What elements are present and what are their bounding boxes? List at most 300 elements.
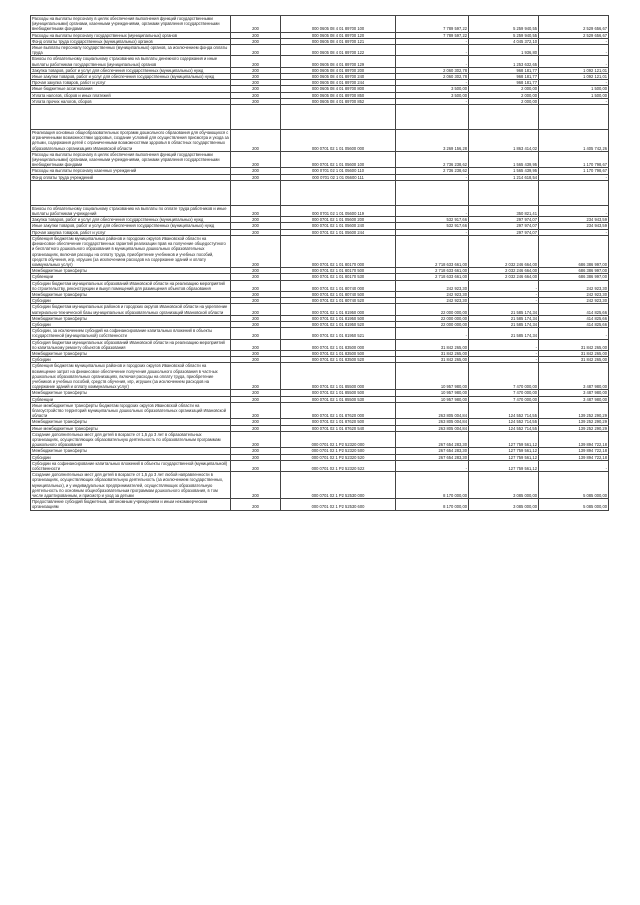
- approved-appropriations: 10 957 980,00: [396, 396, 469, 402]
- line-code: 200: [231, 328, 281, 339]
- line-code: 200: [231, 390, 281, 396]
- line-code: 200: [231, 205, 281, 216]
- budget-classification-code: 000 0701 02 1 P2 52320 522: [281, 460, 396, 471]
- line-code: 200: [231, 402, 281, 419]
- executed-amount: 1 863 414,02: [469, 130, 539, 152]
- unexecuted-remainder: 31 842 265,00: [539, 350, 609, 356]
- executed-amount: 127 759 561,12: [469, 431, 539, 448]
- line-item-name: Межбюджетные трансферты: [31, 315, 231, 321]
- unexecuted-remainder: 1 170 798,67: [539, 168, 609, 174]
- budget-classification-code: 000 0701 02 1 01 80170 000: [281, 235, 396, 267]
- approved-appropriations: -: [396, 174, 469, 180]
- unexecuted-remainder: 414 825,66: [539, 321, 609, 327]
- line-code: 200: [231, 86, 281, 92]
- table-row: [31, 16, 609, 33]
- spacer-cell: [231, 105, 281, 130]
- budget-classification-code: 000 0701 02 1 01 81950 520: [281, 321, 396, 327]
- unexecuted-remainder: 414 825,66: [539, 304, 609, 315]
- approved-appropriations: 532 917,66: [396, 223, 469, 229]
- line-code: 200: [231, 280, 281, 291]
- budget-classification-code: 000 0701 02 1 01 80740 000: [281, 280, 396, 291]
- line-item-name: Межбюджетные трансферты: [31, 350, 231, 356]
- executed-amount: 21 585 174,34: [469, 321, 539, 327]
- table-row: [31, 168, 609, 174]
- budget-classification-code: 000 0605 08 4 01 89700 129: [281, 56, 396, 67]
- approved-appropriations: 22 000 000,00: [396, 315, 469, 321]
- executed-amount: 3 085 000,00: [469, 499, 539, 510]
- unexecuted-remainder: -: [539, 229, 609, 235]
- unexecuted-remainder: -: [539, 328, 609, 339]
- executed-amount: 350 821,41: [469, 205, 539, 216]
- line-item-name: Взносы по обязательному социальному страхованию на выплаты по оплате труда работников и иные выплаты работникам учреждений: [31, 205, 231, 216]
- unexecuted-remainder: -: [539, 38, 609, 44]
- approved-appropriations: -: [396, 38, 469, 44]
- spacer-cell: [469, 105, 539, 130]
- budget-classification-code: 000 0701 02 1 P2 52320 500: [281, 448, 396, 454]
- line-code: 200: [231, 460, 281, 471]
- executed-amount: 5 259 940,55: [469, 16, 539, 33]
- approved-appropriations: 263 805 004,84: [396, 419, 469, 425]
- line-item-name: Фонд оплаты труда государственных (муниципальных) органов: [31, 38, 231, 44]
- line-item-name: Иные бюджетные ассигнования: [31, 86, 231, 92]
- approved-appropriations: 3 500,00: [396, 92, 469, 98]
- unexecuted-remainder: -: [539, 174, 609, 180]
- unexecuted-remainder: 1 170 798,67: [539, 151, 609, 168]
- unexecuted-remainder: 686 386 997,00: [539, 274, 609, 280]
- spacer-cell: [539, 180, 609, 205]
- spacer-row: [31, 105, 609, 130]
- line-code: 200: [231, 363, 281, 390]
- table-row: [31, 363, 609, 390]
- table-body: [31, 16, 609, 511]
- executed-amount: 124 552 714,55: [469, 425, 539, 431]
- approved-appropriations: -: [396, 56, 469, 67]
- line-code: 200: [231, 174, 281, 180]
- budget-classification-code: 000 0701 02 1 01 05600 100: [281, 151, 396, 168]
- budget-classification-code: 000 0701 02 1 01 81950 000: [281, 304, 396, 315]
- table-row: [31, 402, 609, 419]
- line-item-name: Субсидии бюджетам муниципальных районов и городских округов Ивановской области на укрепление материально-технической базы муниципальных образовательных организаций Ивановской области: [31, 304, 231, 315]
- executed-amount: 1 565 439,95: [469, 151, 539, 168]
- executed-amount: 2 032 246 664,00: [469, 268, 539, 274]
- approved-appropriations: 10 957 980,00: [396, 390, 469, 396]
- unexecuted-remainder: -: [539, 205, 609, 216]
- executed-amount: 297 974,07: [469, 223, 539, 229]
- budget-classification-code: 000 0701 02 1 P2 52530 600: [281, 499, 396, 510]
- table-row: [31, 56, 609, 67]
- budget-classification-code: 000 0605 08 4 01 89700 850: [281, 92, 396, 98]
- executed-amount: 127 759 561,12: [469, 454, 539, 460]
- executed-amount: 1 565 439,95: [469, 168, 539, 174]
- unexecuted-remainder: 1 405 742,26: [539, 130, 609, 152]
- budget-classification-code: 000 0701 02 1 01 05600 111: [281, 174, 396, 180]
- approved-appropriations: 2 718 633 661,00: [396, 235, 469, 267]
- executed-amount: 968 181,77: [469, 67, 539, 73]
- unexecuted-remainder: 234 943,59: [539, 217, 609, 223]
- line-code: 200: [231, 168, 281, 174]
- table-row: [31, 67, 609, 73]
- spacer-cell: [539, 105, 609, 130]
- budget-classification-code: 000 0701 02 1 01 05600 110: [281, 168, 396, 174]
- line-item-name: Создание дополнительных мест для детей в возрасте от 1,5 до 3 лет любой направленности в организациях, осуществляющих образовательную деятельность (за исключением государственных, муниципальных), и у индивидуальных предпринимателей, осуществляющих образовательную деятельность по основным общеобразовательным программам дошкольного образования, в том числе адаптированным, и присмотр и уход за детьми: [31, 472, 231, 499]
- table-row: [31, 130, 609, 152]
- approved-appropriations: 267 654 283,30: [396, 448, 469, 454]
- table-row: [31, 217, 609, 223]
- line-item-name: Субсидии: [31, 321, 231, 327]
- budget-classification-code: 000 0605 08 4 01 89700 240: [281, 74, 396, 80]
- approved-appropriations: 8 170 000,00: [396, 472, 469, 499]
- approved-appropriations: 31 842 265,00: [396, 339, 469, 350]
- approved-appropriations: 267 654 283,30: [396, 454, 469, 460]
- line-item-name: Субсидии бюджетам муниципальных образований Ивановской области на реализацию мероприятий по строительству, реконструкции и выкуп помещений для размещения объектов образования: [31, 280, 231, 291]
- budget-classification-code: 000 0701 02 1 01 05600 200: [281, 217, 396, 223]
- unexecuted-remainder: 686 386 997,00: [539, 235, 609, 267]
- approved-appropriations: 242 923,30: [396, 298, 469, 304]
- executed-amount: -: [469, 280, 539, 291]
- unexecuted-remainder: 1 092 121,01: [539, 74, 609, 80]
- budget-classification-code: 000 0701 02 1 01 81950 521: [281, 328, 396, 339]
- unexecuted-remainder: 3 487 980,00: [539, 396, 609, 402]
- budget-classification-code: 000 0701 02 1 01 05600 000: [281, 130, 396, 152]
- table-row: [31, 151, 609, 168]
- budget-classification-code: 000 0701 02 1 01 80740 520: [281, 298, 396, 304]
- unexecuted-remainder: 3 487 980,00: [539, 390, 609, 396]
- line-code: 200: [231, 92, 281, 98]
- line-item-name: Прочая закупка товаров, работ и услуг: [31, 229, 231, 235]
- spacer-cell: [31, 105, 231, 130]
- approved-appropriations: 2 736 238,62: [396, 151, 469, 168]
- line-item-name: Субсидии, за исключением субсидий на софинансирование капитальных вложений в объекты государственной (муниципальной) собственности: [31, 328, 231, 339]
- approved-appropriations: 22 000 000,00: [396, 304, 469, 315]
- line-item-name: Субвенция бюджетам муниципальных районов и городских округов Ивановской области на финансовое обеспечение государственных гарантий реализации прав на получение общедоступного и бесплатного дошкольного образования в муниципальных дошкольных образовательных организациях, включая расходы на оплату труда, приобретение учебников и учебных пособий, средств обучения, игр, игрушек (за исключением расходов на содержание зданий и оплату коммунальных услуг): [31, 235, 231, 267]
- executed-amount: 127 759 561,12: [469, 448, 539, 454]
- executed-amount: -: [469, 339, 539, 350]
- executed-amount: -: [469, 350, 539, 356]
- table-row: [31, 499, 609, 510]
- line-item-name: Межбюджетные трансферты: [31, 419, 231, 425]
- executed-amount: 124 552 714,55: [469, 419, 539, 425]
- line-code: 200: [231, 67, 281, 73]
- budget-classification-code: 000 0605 08 4 01 89700 121: [281, 38, 396, 44]
- line-code: 200: [231, 454, 281, 460]
- budget-execution-sheet: [30, 15, 608, 511]
- line-item-name: Предоставление субсидий бюджетным, автономным учреждениям и иным некоммерческим организациям: [31, 499, 231, 510]
- budget-classification-code: 000 0701 02 1 01 87620 500: [281, 419, 396, 425]
- line-code: 200: [231, 274, 281, 280]
- table-row: [31, 74, 609, 80]
- budget-classification-code: 000 0701 02 1 01 05600 119: [281, 205, 396, 216]
- line-code: 200: [231, 339, 281, 350]
- approved-appropriations: -: [396, 460, 469, 471]
- unexecuted-remainder: 139 252 290,29: [539, 402, 609, 419]
- line-code: 200: [231, 357, 281, 363]
- unexecuted-remainder: 139 894 722,18: [539, 448, 609, 454]
- executed-amount: 2 032 246 664,00: [469, 274, 539, 280]
- spacer-cell: [396, 180, 469, 205]
- approved-appropriations: 242 923,30: [396, 291, 469, 297]
- table-row: [31, 32, 609, 38]
- line-item-name: Расходы на выплаты персоналу казенных учреждений: [31, 168, 231, 174]
- budget-classification-code: 000 0605 08 4 01 89700 100: [281, 16, 396, 33]
- spacer-cell: [231, 180, 281, 205]
- unexecuted-remainder: -: [539, 56, 609, 67]
- executed-amount: 968 181,77: [469, 74, 539, 80]
- line-code: 200: [231, 235, 281, 267]
- unexecuted-remainder: 1 092 121,01: [539, 67, 609, 73]
- line-code: 200: [231, 74, 281, 80]
- line-item-name: Субвенция бюджетам муниципальных районов и городских округов Ивановской области на возмещение затрат на финансовое обеспечение получения дошкольного образования в частных дошкольных образовательных организациях, включая расходы на оплату труда, приобретение учебников и учебных пособий, средств обучения, игр, игрушек (за исключением расходов на содержание зданий и оплату коммунальных услуг): [31, 363, 231, 390]
- line-code: 200: [231, 315, 281, 321]
- budget-classification-code: 000 0701 02 1 01 85500 000: [281, 363, 396, 390]
- line-item-name: Создание дополнительных мест для детей в возрасте от 1,5 до 3 лет в образовательных организациях, осуществляющих образовательную деятельность по образовательным программам дошкольного образования: [31, 431, 231, 448]
- line-item-name: Субсидии: [31, 298, 231, 304]
- approved-appropriations: -: [396, 205, 469, 216]
- executed-amount: 127 759 561,12: [469, 460, 539, 471]
- unexecuted-remainder: 234 943,59: [539, 223, 609, 229]
- spacer-cell: [469, 180, 539, 205]
- line-item-name: Иные межбюджетные трансферты: [31, 425, 231, 431]
- line-code: 200: [231, 130, 281, 152]
- executed-amount: -: [469, 298, 539, 304]
- line-code: 200: [231, 16, 281, 33]
- unexecuted-remainder: 139 252 290,29: [539, 425, 609, 431]
- unexecuted-remainder: 1 500,00: [539, 86, 609, 92]
- approved-appropriations: -: [396, 45, 469, 56]
- budget-classification-code: 000 0701 02 1 01 83500 500: [281, 350, 396, 356]
- spacer-row: [31, 180, 609, 205]
- budget-classification-code: 000 0701 02 1 P2 52320 520: [281, 454, 396, 460]
- line-code: 200: [231, 223, 281, 229]
- approved-appropriations: 263 805 004,84: [396, 425, 469, 431]
- line-code: 200: [231, 80, 281, 86]
- line-code: 200: [231, 268, 281, 274]
- line-code: 200: [231, 217, 281, 223]
- approved-appropriations: 242 923,30: [396, 280, 469, 291]
- budget-classification-code: 000 0701 02 1 01 85500 530: [281, 396, 396, 402]
- executed-amount: 2 000,00: [469, 98, 539, 104]
- table-row: [31, 328, 609, 339]
- table-row: [31, 472, 609, 499]
- budget-classification-code: 000 0605 08 4 01 89700 244: [281, 80, 396, 86]
- approved-appropriations: 2 060 302,78: [396, 74, 469, 80]
- executed-amount: -: [469, 291, 539, 297]
- unexecuted-remainder: 686 386 997,00: [539, 268, 609, 274]
- budget-classification-code: 000 0605 08 4 01 89700 120: [281, 32, 396, 38]
- approved-appropriations: 2 718 633 661,00: [396, 274, 469, 280]
- executed-amount: 968 181,77: [469, 80, 539, 86]
- budget-classification-code: 000 0701 02 1 01 05600 240: [281, 223, 396, 229]
- table-row: [31, 38, 609, 44]
- line-code: 200: [231, 472, 281, 499]
- approved-appropriations: 2 718 633 661,00: [396, 268, 469, 274]
- line-code: 200: [231, 291, 281, 297]
- executed-amount: 297 974,07: [469, 217, 539, 223]
- budget-classification-code: 000 0701 02 1 P2 52530 000: [281, 472, 396, 499]
- approved-appropriations: 267 654 283,30: [396, 431, 469, 448]
- approved-appropriations: 31 842 265,00: [396, 357, 469, 363]
- approved-appropriations: 2 060 302,78: [396, 67, 469, 73]
- executed-amount: 5 259 940,55: [469, 32, 539, 38]
- budget-classification-code: 000 0701 02 1 01 83500 520: [281, 357, 396, 363]
- line-item-name: Расходы на выплаты персоналу государственных (муниципальных) органов: [31, 32, 231, 38]
- line-item-name: Межбюджетные трансферты: [31, 291, 231, 297]
- unexecuted-remainder: 31 842 265,00: [539, 357, 609, 363]
- budget-classification-code: 000 0701 02 1 01 80170 530: [281, 274, 396, 280]
- line-code: 200: [231, 499, 281, 510]
- line-item-name: Фонд оплаты труда учреждений: [31, 174, 231, 180]
- unexecuted-remainder: -: [539, 98, 609, 104]
- unexecuted-remainder: -: [539, 45, 609, 56]
- table-row: [31, 235, 609, 267]
- line-item-name: Прочая закупка товаров, работ и услуг: [31, 80, 231, 86]
- line-item-name: Расходы на выплаты персоналу в целях обеспечения выполнения функций государственными (муниципальными) органами, казенными учреждениями, органами управления государственными внебюджетными фондами: [31, 151, 231, 168]
- budget-classification-code: 000 0701 02 1 01 85500 500: [281, 390, 396, 396]
- approved-appropriations: 263 805 004,84: [396, 402, 469, 419]
- line-item-name: Межбюджетные трансферты: [31, 448, 231, 454]
- line-code: 200: [231, 431, 281, 448]
- executed-amount: 21 585 174,34: [469, 328, 539, 339]
- line-item-name: Межбюджетные трансферты: [31, 390, 231, 396]
- budget-classification-code: 000 0605 08 4 01 89700 852: [281, 98, 396, 104]
- unexecuted-remainder: 1 500,00: [539, 92, 609, 98]
- line-code: 200: [231, 396, 281, 402]
- approved-appropriations: -: [396, 328, 469, 339]
- unexecuted-remainder: 414 825,66: [539, 315, 609, 321]
- approved-appropriations: 2 736 238,62: [396, 168, 469, 174]
- unexecuted-remainder: 2 529 656,67: [539, 32, 609, 38]
- line-code: 200: [231, 304, 281, 315]
- expenditure-table: [30, 15, 609, 511]
- table-row: [31, 431, 609, 448]
- line-item-name: Уплата налогов, сборов и иных платежей: [31, 92, 231, 98]
- executed-amount: 2 000,00: [469, 86, 539, 92]
- approved-appropriations: 7 789 597,22: [396, 16, 469, 33]
- budget-classification-code: 000 0701 02 1 01 05600 244: [281, 229, 396, 235]
- table-row: [31, 304, 609, 315]
- budget-classification-code: 000 0701 02 1 01 87620 000: [281, 402, 396, 419]
- line-item-name: Расходы на выплаты персоналу в целях обеспечения выполнения функций государственными (муниципальными) органами, казенными учреждениями, органами управления государственными внебюджетными фондами: [31, 16, 231, 33]
- line-item-name: Взносы по обязательному социальному страхованию на выплаты денежного содержания и иные выплаты работникам государственных (муниципальных) органов: [31, 56, 231, 67]
- unexecuted-remainder: 242 923,30: [539, 291, 609, 297]
- budget-classification-code: 000 0605 08 4 01 89700 200: [281, 67, 396, 73]
- line-code: 200: [231, 425, 281, 431]
- unexecuted-remainder: -: [539, 80, 609, 86]
- executed-amount: 1 936,80: [469, 45, 539, 56]
- line-item-name: Межбюджетные трансферты: [31, 268, 231, 274]
- line-item-name: Уплата прочих налогов, сборов: [31, 98, 231, 104]
- approved-appropriations: 532 917,66: [396, 217, 469, 223]
- line-code: 200: [231, 56, 281, 67]
- line-item-name: Иные выплаты персоналу государственных (муниципальных) органов, за исключением фонда оплаты труда: [31, 45, 231, 56]
- approved-appropriations: 7 789 597,22: [396, 32, 469, 38]
- executed-amount: 21 585 174,34: [469, 304, 539, 315]
- budget-classification-code: 000 0605 08 4 01 89700 122: [281, 45, 396, 56]
- budget-classification-code: 000 0701 02 1 01 81950 500: [281, 315, 396, 321]
- line-item-name: Иные закупки товаров, работ и услуг для обеспечения государственных (муниципальных) нужд: [31, 223, 231, 229]
- line-item-name: Иные межбюджетные трансферты бюджетам городских округов Ивановской области на благоустройство территорий муниципальных дошкольных образовательных организаций Ивановской области: [31, 402, 231, 419]
- approved-appropriations: -: [396, 80, 469, 86]
- spacer-cell: [281, 105, 396, 130]
- approved-appropriations: 22 000 000,00: [396, 321, 469, 327]
- line-code: 200: [231, 321, 281, 327]
- line-item-name: Субсидии на софинансирование капитальных вложений в объекты государственной (муниципальной) собственности: [31, 460, 231, 471]
- unexecuted-remainder: 139 894 722,18: [539, 454, 609, 460]
- approved-appropriations: 31 842 265,00: [396, 350, 469, 356]
- line-item-name: Иные закупки товаров, работ и услуг для обеспечения государственных (муниципальных) нужд: [31, 74, 231, 80]
- unexecuted-remainder: 139 894 722,18: [539, 431, 609, 448]
- line-code: 200: [231, 419, 281, 425]
- budget-classification-code: 000 0701 02 1 01 80740 500: [281, 291, 396, 297]
- approved-appropriations: 10 957 980,00: [396, 363, 469, 390]
- line-code: 200: [231, 350, 281, 356]
- budget-classification-code: 000 0605 08 4 01 89700 800: [281, 86, 396, 92]
- budget-classification-code: 000 0701 02 1 01 80170 500: [281, 268, 396, 274]
- line-code: 200: [231, 229, 281, 235]
- executed-amount: 7 470 000,00: [469, 390, 539, 396]
- line-item-name: Субсидии: [31, 454, 231, 460]
- approved-appropriations: -: [396, 229, 469, 235]
- table-row: [31, 460, 609, 471]
- line-item-name: Субсидия бюджетам муниципальных образований Ивановской области на реализацию мероприятий по капитальному ремонту объектов образования: [31, 339, 231, 350]
- spacer-cell: [281, 180, 396, 205]
- unexecuted-remainder: 5 085 000,00: [539, 472, 609, 499]
- line-code: 200: [231, 151, 281, 168]
- table-row: [31, 339, 609, 350]
- unexecuted-remainder: 3 487 980,00: [539, 363, 609, 390]
- executed-amount: 2 032 246 664,00: [469, 235, 539, 267]
- line-code: 200: [231, 298, 281, 304]
- approved-appropriations: 8 170 000,00: [396, 499, 469, 510]
- spacer-cell: [396, 105, 469, 130]
- line-code: 200: [231, 45, 281, 56]
- table-row: [31, 223, 609, 229]
- line-code: 200: [231, 98, 281, 104]
- line-item-name: Реализация основных общеобразовательных программ дошкольного образования для обучающихся с ограниченными возможностями здоровья, создание условий для осуществления присмотра и ухода за детьми, содержания детей с ограниченными возможностями здоровья в областных государственных образовательных организациях Ивановской области: [32, 130, 229, 151]
- line-item-name: Субвенции: [31, 396, 231, 402]
- unexecuted-remainder: 242 923,30: [539, 298, 609, 304]
- budget-classification-code: 000 0701 02 1 P2 52320 000: [281, 431, 396, 448]
- executed-amount: 1 253 632,65: [469, 56, 539, 67]
- unexecuted-remainder: -: [539, 460, 609, 471]
- table-row: [31, 45, 609, 56]
- approved-appropriations: -: [396, 98, 469, 104]
- unexecuted-remainder: 242 923,30: [539, 280, 609, 291]
- approved-appropriations: 3 500,00: [396, 86, 469, 92]
- executed-amount: 124 552 714,55: [469, 402, 539, 419]
- unexecuted-remainder: 31 842 265,00: [539, 339, 609, 350]
- line-code: 200: [231, 448, 281, 454]
- unexecuted-remainder: 139 252 290,29: [539, 419, 609, 425]
- executed-amount: 7 470 000,00: [469, 396, 539, 402]
- approved-appropriations: 3 269 156,28: [396, 130, 469, 152]
- line-item-name: Субсидии: [31, 357, 231, 363]
- executed-amount: 21 585 174,34: [469, 315, 539, 321]
- executed-amount: 7 470 000,00: [469, 363, 539, 390]
- executed-amount: -: [469, 357, 539, 363]
- line-item-name: Закупка товаров, работ и услуг для обеспечения государственных (муниципальных) нужд: [31, 217, 231, 223]
- executed-amount: 3 085 000,00: [469, 472, 539, 499]
- executed-amount: 297 974,07: [469, 229, 539, 235]
- spacer-cell: [31, 180, 231, 205]
- unexecuted-remainder: 2 529 656,67: [539, 16, 609, 33]
- budget-classification-code: 000 0701 02 1 01 87620 540: [281, 425, 396, 431]
- executed-amount: 1 214 618,54: [469, 174, 539, 180]
- unexecuted-remainder: 5 085 000,00: [539, 499, 609, 510]
- line-code: 200: [231, 32, 281, 38]
- executed-amount: 4 045 372,10: [469, 38, 539, 44]
- line-item-name: Субвенции: [31, 274, 231, 280]
- line-item-name: Закупка товаров, работ и услуг для обеспечения государственных (муниципальных) нужд: [31, 67, 231, 73]
